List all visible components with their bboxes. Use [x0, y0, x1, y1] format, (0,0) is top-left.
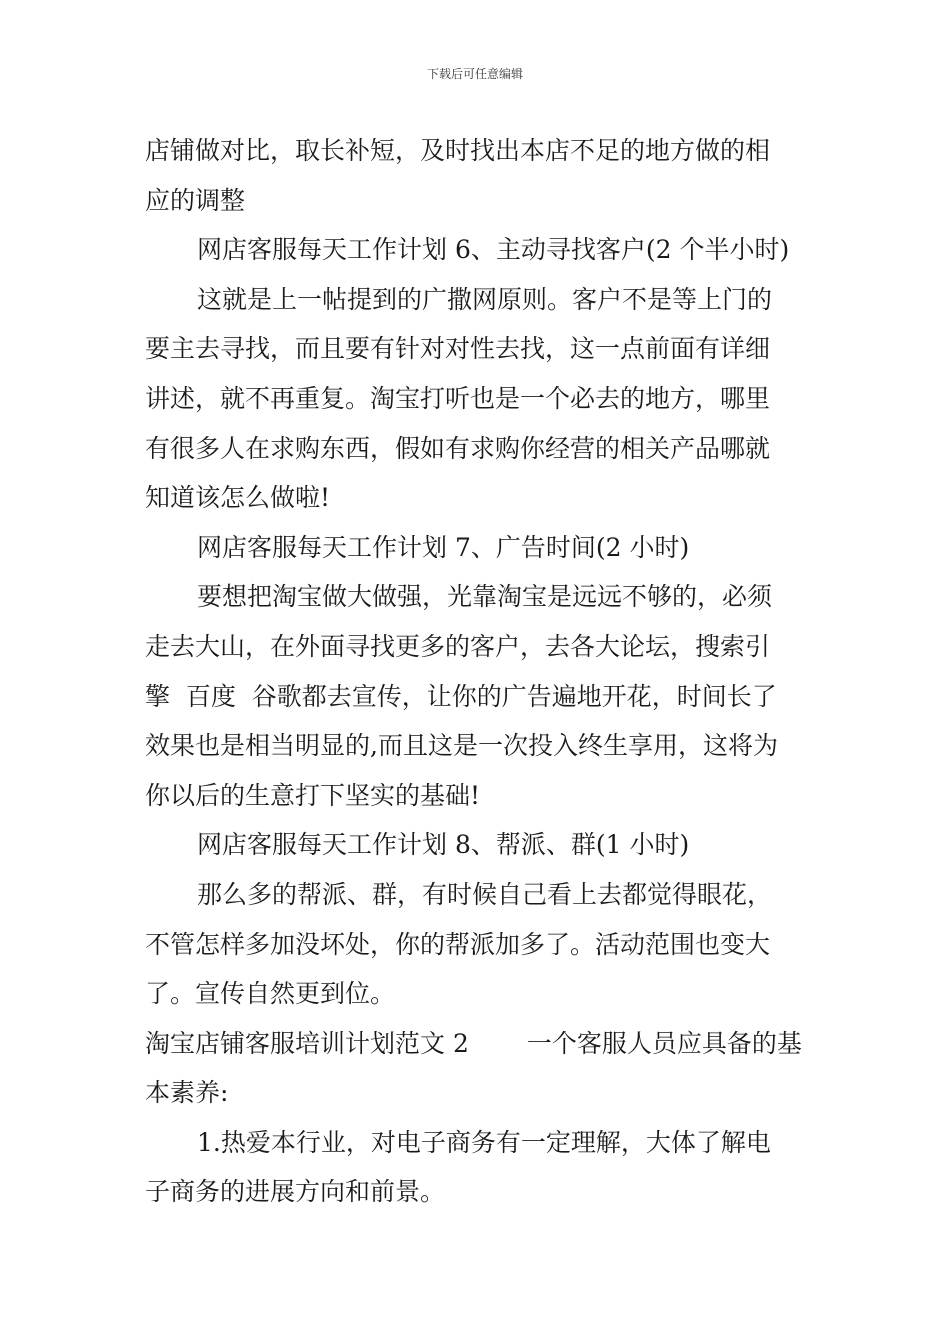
section-title-line [145, 1019, 807, 1069]
subheading-line: 网店客服每天工作计划 8、帮派、群(1 小时) [197, 830, 690, 860]
text-line: 应的调整 [145, 185, 246, 215]
text-line: 有很多人在求购东西，假如有求购你经营的相关产品哪就 [145, 433, 771, 463]
text-line: 了。宣传自然更到位。 [145, 979, 396, 1009]
text-line: 那么多的帮派、群，有时候自己看上去都觉得眼花， [197, 879, 773, 909]
text-line: 走去大山，在外面寻找更多的客户，去各大论坛，搜索引 [145, 631, 771, 661]
text-line: 子商务的进展方向和前景。 [145, 1177, 446, 1207]
text-line: 要主去寻找，而且要有针对对性去找，这一点前面有详细 [145, 334, 771, 364]
page-header-note: 下载后可任意编辑 [426, 67, 523, 81]
text-line: 你以后的生意打下坚实的基础! [145, 780, 481, 810]
subheading-line: 网店客服每天工作计划 7、广告时间(2 小时) [197, 532, 690, 562]
text-line: 本素养: [145, 1078, 229, 1108]
text-line: 不管怎样多加没坏处，你的帮派加多了。活动范围也变大 [145, 929, 771, 959]
text-line: 这就是上一帖提到的广撒网原则。客户不是等上门的 [197, 284, 773, 314]
section-title: 淘宝店铺客服培训计划范文 2 [145, 1028, 469, 1058]
text-line: 讲述，就不再重复。淘宝打听也是一个必去的地方，哪里 [145, 383, 771, 413]
text-line: 店铺做对比，取长补短，及时找出本店不足的地方做的相 [145, 136, 771, 165]
text-line: 效果也是相当明显的,而且这是一次投入终生享用，这将为 [145, 731, 778, 761]
section-intro: 一个客服人员应具备的基 [526, 1028, 802, 1058]
text-line: 知道该怎么做啦! [145, 483, 331, 513]
document-body [145, 126, 807, 1217]
text-line: 擎 百度 谷歌都去宣传，让你的广告遍地开花，时间长了 [145, 681, 777, 711]
text-line: 要想把淘宝做大做强，光靠淘宝是远远不够的，必须 [197, 582, 773, 612]
subheading-line: 网店客服每天工作计划 6、主动寻找客户(2 个半小时) [197, 235, 790, 265]
list-item-line: 1.热爱本行业，对电子商务有一定理解，大体了解电 [197, 1127, 771, 1157]
